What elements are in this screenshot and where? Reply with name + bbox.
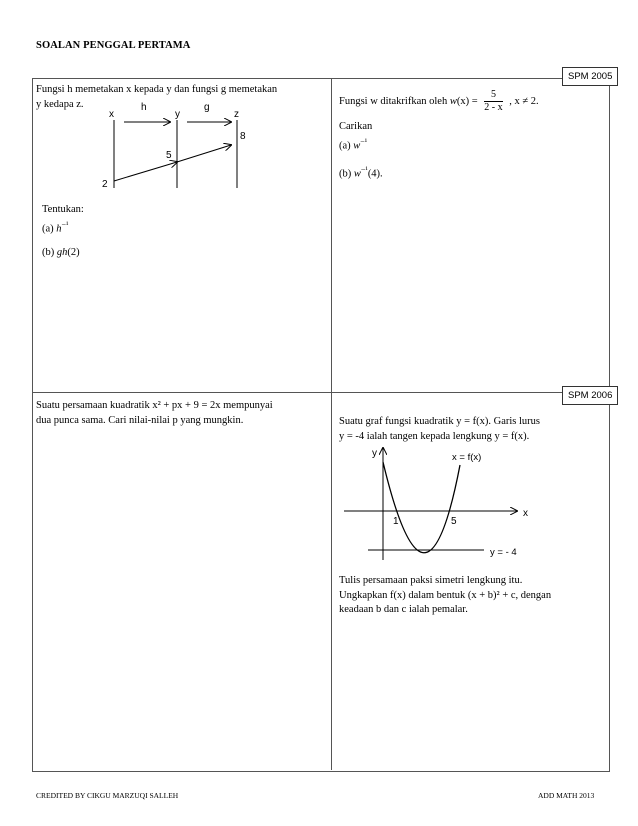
q3-line2: dua punca sama. Cari nilai-nilai p yang mungkin. [36,414,244,426]
label-h: h [141,102,147,113]
question-4-intro [339,415,605,444]
label-value-8: 8 [240,131,246,142]
q4-line2: y = -4 ialah tangen kepada lengkung y = f(x). [339,430,530,442]
page-title: SOALAN PENGGAL PERTAMA [36,40,191,51]
graph-x-label: x [523,508,528,519]
q1-tentukan: Tentukan: [42,204,84,215]
q2-carikan: Carikan [339,121,373,132]
label-x: x [109,109,114,120]
q1-part-a: (a) $h^{-^1}$ [42,219,69,234]
parabola-curve [383,462,460,553]
question-4-tasks [339,574,605,618]
footer-subject: ADD MATH 2013 [538,791,595,800]
q1-line2: y kedapa z. [36,98,84,110]
question-3 [36,399,328,428]
q1-parts [42,203,84,260]
label-y: y [175,109,180,120]
arrow-5-to-8 [177,145,231,162]
q2-part-b: (b) $w^{-^1}(4)$. [339,164,383,179]
label-g: g [204,102,210,113]
question-2 [339,89,605,182]
q4-after2: Ungkapkan f(x) dalam bentuk (x + b)² + c, dengan [339,589,552,601]
badge-spm-2005: SPM 2005 [562,67,618,86]
footer-credit: CREDITED BY CIKGU MARZUQI SALLEH [36,791,179,800]
label-z: z [234,109,239,120]
graph-curve-label: x = f(x) [452,452,482,463]
q1-line1: Fungsi h memetakan x kepada y dan fungsi g memetakan [36,84,278,95]
badge-spm-2006: SPM 2006 [562,386,618,405]
q4-after3: keadaan b dan c ialah pemalar. [339,604,468,615]
q4-line1: Suatu graf fungsi kuadratik y = f(x). Garis lurus [339,416,541,427]
q3-line1: Suatu persamaan kuadratik x² + px + 9 = 2x mempunyai [36,400,273,411]
q4-after1: Tulis persamaan paksi simetri lengkung itu. [339,575,523,586]
graph-root-1: 1 [393,516,399,527]
label-value-2: 2 [102,179,108,190]
label-value-5: 5 [166,150,172,161]
q2-part-a: (a) $w^{-^1}$ [339,136,368,151]
graph-root-5: 5 [451,516,457,527]
q1-part-b: (b) gh(2) [42,246,80,258]
q2-definition: Fungsi w ditakrifkan oleh w(x) = $\frac{5}{2 - x}$ , x ≠ 2. [339,89,539,113]
graph-tangent-label: y = - 4 [490,547,517,558]
arrow-2-to-5 [114,162,177,181]
graph-y-label: y [372,448,377,459]
q2-fraction: $\frac{5}{2 - x}$ [484,89,503,113]
